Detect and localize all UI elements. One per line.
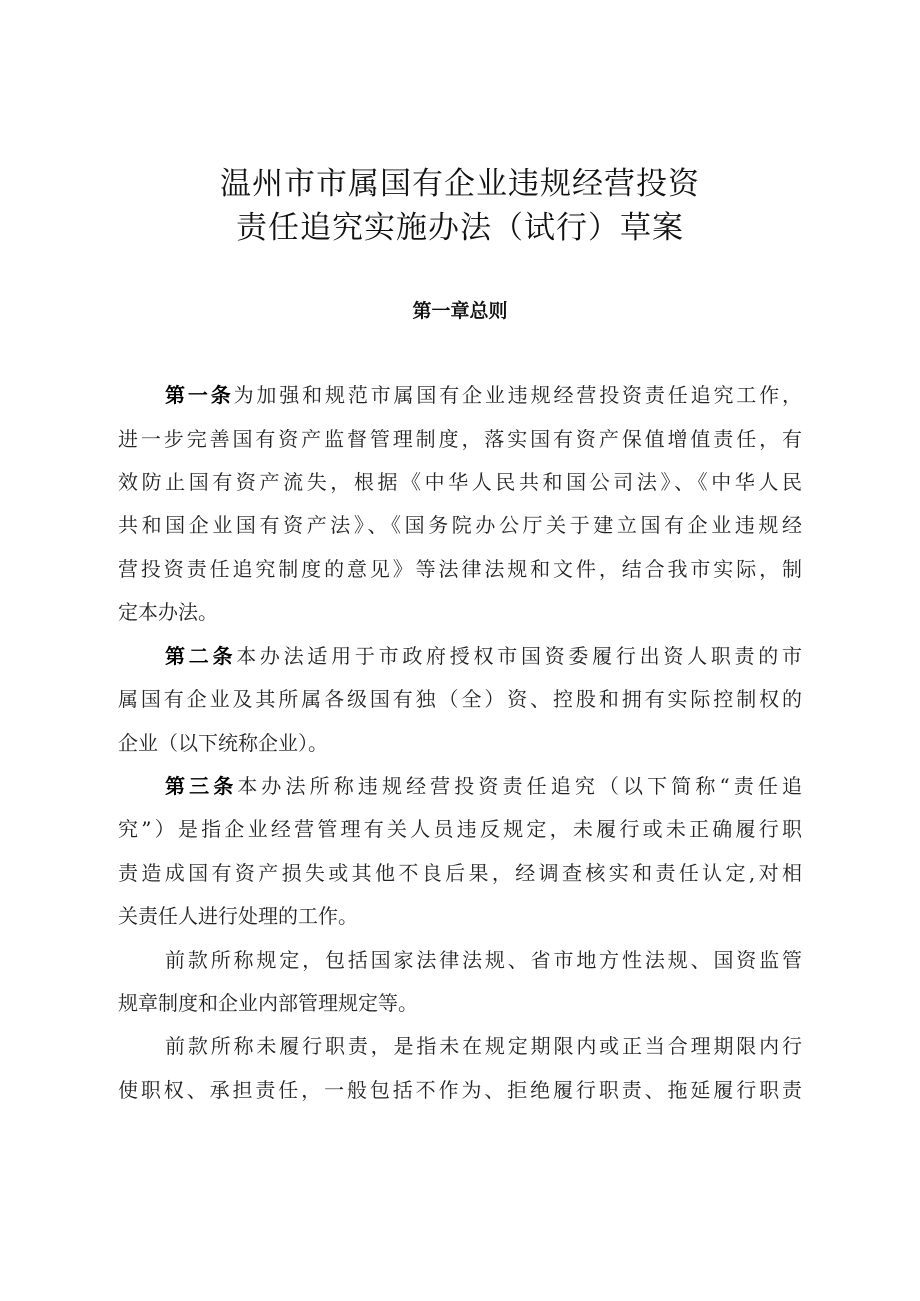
article-1-line-6: 定本办法。	[118, 600, 218, 624]
article-1-label: 第一条	[165, 383, 234, 407]
article-3-line-3: 责造成国有资产损失或其他不良后果，经调查核实和责任认定,对相	[118, 861, 802, 885]
article-1-line-4: 共和国企业国有资产法》、《国务院办公厅关于建立国有企业违规经	[118, 513, 802, 537]
article-1-line-5: 营投资责任追究制度的意见》等法律法规和文件，结合我市实际，制	[118, 557, 802, 581]
paragraph-5-line-2: 使职权、承担责任，一般包括不作为、拒绝履行职责、拖延履行职责	[118, 1078, 802, 1102]
article-1-line-3: 效防止国有资产流失，根据《中华人民共和国公司法》、《中华人民	[118, 470, 802, 494]
article-2-line-3: 企业（以下统称企业）。	[118, 731, 328, 755]
document-title-line-1: 温州市市属国有企业违规经营投资	[220, 166, 700, 202]
article-1-line-1	[165, 380, 802, 410]
article-2-label: 第二条	[165, 644, 237, 668]
document-title-line-2: 责任追究实施办法（试行）草案	[236, 210, 684, 246]
article-3-label: 第三条	[165, 774, 238, 798]
article-1-line-2: 进一步完善国有资产监督管理制度，落实国有资产保值增值责任，有	[118, 427, 802, 451]
article-2-line-1	[165, 641, 802, 671]
article-2-text: 本办法适用于市政府授权市国资委履行出资人职责的市	[236, 644, 803, 668]
chapter-heading: 第一章总则	[412, 300, 508, 322]
paragraph-4-line-2: 规章制度和企业内部管理规定等。	[118, 991, 418, 1015]
paragraph-4-line-1: 前款所称规定，包括国家法律法规、省市地方性法规、国资监管	[165, 948, 802, 972]
paragraph-5-line-1: 前款所称未履行职责，是指未在规定期限内或正当合理期限内行	[165, 1034, 802, 1058]
article-2-line-2: 属国有企业及其所属各级国有独（全）资、控股和拥有实际控制权的	[118, 687, 802, 711]
article-1-text: 为加强和规范市属国有企业违规经营投资责任追究工作，	[233, 383, 803, 407]
article-3-line-1	[165, 771, 802, 801]
article-3-line-4: 关责任人进行处理的工作。	[118, 904, 358, 928]
article-3-line-2: 究”）是指企业经营管理有关人员违反规定，未履行或未正确履行职	[118, 817, 802, 841]
article-3-text: 本办法所称违规经营投资责任追究（以下简称“责任追	[237, 774, 802, 798]
